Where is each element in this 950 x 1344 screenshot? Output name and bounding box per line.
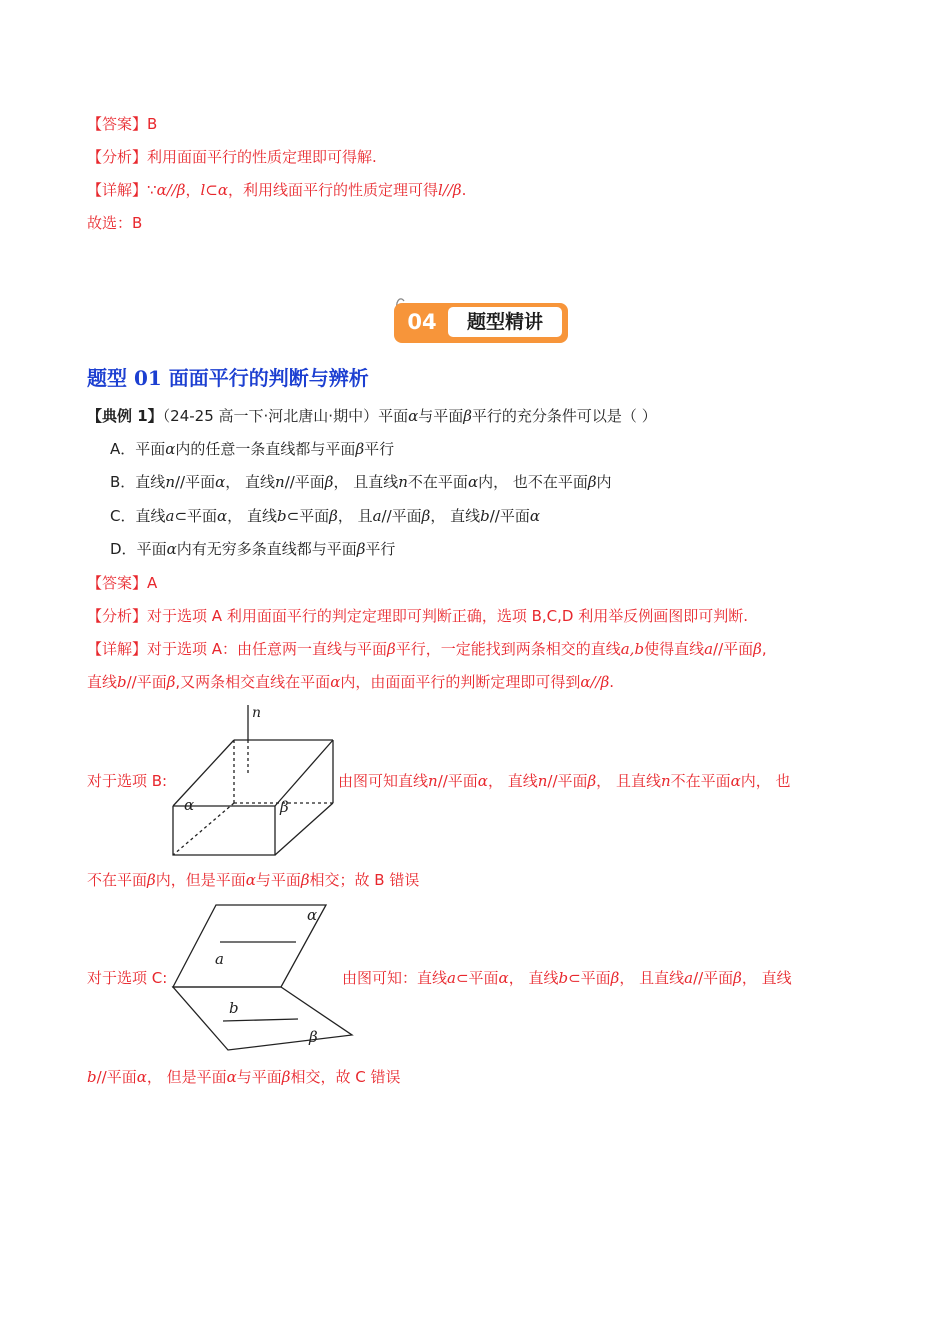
prev-analysis-tag: 【分析】 — [87, 148, 148, 166]
example-source: （24-25 高一下·河北唐山·期中） — [162, 407, 379, 425]
math-seg: b — [276, 507, 287, 525]
line-b — [223, 1019, 298, 1021]
math-seg: α — [730, 772, 741, 790]
math-seg: α//β — [156, 181, 186, 199]
math-seg: α//β — [580, 673, 610, 691]
detail-seg: 不在平面 — [670, 772, 731, 790]
detail-seg: //平面 — [437, 772, 478, 790]
detail-seg: ， 直线 — [508, 969, 559, 987]
math-seg: a — [372, 507, 382, 525]
math-seg: β — [733, 969, 742, 987]
option-c-line-2 — [87, 1066, 400, 1088]
option-letter: A． — [110, 440, 136, 458]
option-seg: 内， 也不在平面 — [478, 473, 588, 491]
label-beta: β — [309, 1028, 318, 1046]
option-seg: ， 直线 — [225, 473, 276, 491]
math-seg: a — [684, 969, 694, 987]
prev-detail-tag: 【详解】 — [87, 181, 148, 199]
option-seg: ， 且 — [337, 507, 373, 525]
detail-seg: //平面 — [547, 772, 588, 790]
option-seg: ⊂平面 — [174, 507, 218, 525]
option-c-label: 对于选项 C: — [87, 969, 168, 987]
prev-answer-line — [87, 113, 157, 135]
detail-seg: 内，由面面平行的判断定理即可得到 — [340, 673, 581, 691]
stem-seg: 平行的充分条件可以是（ ） — [471, 407, 657, 425]
detail-seg: 内，但是平面 — [155, 871, 246, 889]
option-seg: ⊂平面 — [286, 507, 330, 525]
math-seg: β — [421, 507, 431, 525]
analysis-tag: 【分析】 — [87, 607, 148, 625]
math-seg: β — [463, 407, 472, 425]
option-seg: 平面 — [135, 440, 166, 458]
detail-line-2 — [87, 671, 614, 693]
prev-analysis-text: 利用面面平行的性质定理即可得解. — [147, 148, 377, 166]
math-seg: β — [329, 507, 338, 525]
math-seg: α — [330, 673, 341, 691]
math-seg: β — [147, 871, 156, 889]
math-seg: β — [753, 640, 762, 658]
math-seg: l⊂α — [200, 181, 228, 199]
option-seg: //平面 — [381, 507, 422, 525]
option-b-line-1 — [338, 770, 791, 792]
detail-seg: ⊂平面 — [568, 969, 611, 987]
math-seg: β — [324, 473, 334, 491]
stem-seg: 与平面 — [418, 407, 464, 425]
detail-tag: 【详解】 — [87, 640, 148, 658]
example-stem — [87, 405, 657, 427]
math-seg: l//β — [438, 181, 462, 199]
detail-seg: 相交，故 C 错误 — [290, 1068, 401, 1086]
prev-detail-line — [87, 179, 466, 201]
option-seg: 内 — [596, 473, 612, 491]
option-b — [110, 471, 612, 493]
detail-seg: 内， 也 — [740, 772, 791, 790]
detail-seg: //平面 — [693, 969, 734, 987]
detail-seg: 由图可知：直线 — [342, 969, 448, 987]
math-seg: b — [558, 969, 569, 987]
prev-answer-tag: 【答案】 — [87, 115, 148, 133]
math-seg: β — [587, 772, 597, 790]
option-seg: //平面 — [174, 473, 216, 491]
detail-seg: , — [761, 640, 767, 658]
detail-seg: 与平面 — [255, 871, 301, 889]
detail-seg: ， 但是平面 — [146, 1068, 227, 1086]
detail-seg: ，利用线面平行的性质定理可得 — [228, 181, 439, 199]
badge-title: 题型精讲 — [466, 311, 543, 333]
badge-number: 04 — [407, 310, 437, 334]
detail-seg: ， 且直线 — [596, 772, 661, 790]
option-seg: 直线 — [135, 473, 166, 491]
option-seg: ， 直线 — [430, 507, 481, 525]
box-edge — [275, 740, 333, 806]
math-seg: β — [387, 640, 396, 658]
math-seg: n — [275, 473, 285, 491]
label-alpha: α — [307, 906, 318, 924]
label-b: b — [229, 999, 239, 1017]
detail-seg: ,又两条相交直线在平面 — [175, 673, 331, 691]
box-hidden-edge — [173, 803, 234, 855]
option-b-line-2 — [87, 869, 419, 891]
stem-seg: 平面 — [378, 407, 409, 425]
option-b-figure — [168, 703, 338, 858]
detail-seg: ， 且直线 — [619, 969, 685, 987]
option-seg: 内有无穷多条直线都与平面 — [176, 540, 357, 558]
detail-seg: ∵ — [147, 181, 157, 199]
analysis-line — [87, 605, 748, 627]
option-seg: //平面 — [284, 473, 325, 491]
label-a: a — [215, 950, 224, 968]
detail-seg: ， — [185, 181, 201, 199]
math-seg: n — [428, 772, 438, 790]
math-seg: b — [117, 673, 127, 691]
prev-choice-line: 故选：B — [87, 214, 143, 232]
detail-line-1 — [87, 638, 767, 660]
detail-seg: 由图可知直线 — [338, 772, 429, 790]
option-a — [110, 438, 394, 460]
option-c-figure — [168, 900, 358, 1055]
detail-seg: 相交；故 B 错误 — [309, 871, 420, 889]
option-seg: //平面 — [489, 507, 530, 525]
detail-seg: //平面 — [713, 640, 754, 658]
answer-tag: 【答案】 — [87, 574, 148, 592]
math-seg: α — [136, 1068, 147, 1086]
option-seg: ， 直线 — [227, 507, 277, 525]
detail-seg: //平面 — [126, 673, 167, 691]
option-seg: 不在平面 — [407, 473, 468, 491]
label-n: n — [252, 705, 262, 721]
math-seg: n — [660, 772, 671, 790]
label-beta: β — [280, 798, 289, 816]
detail-seg: . — [609, 673, 615, 691]
math-seg: α — [408, 407, 419, 425]
math-seg: β — [166, 673, 176, 691]
math-seg: b — [480, 507, 490, 525]
section-heading: 题型 01 面面平行的判断与辨析 — [87, 366, 369, 390]
math-seg: α — [165, 440, 176, 458]
box-edge — [173, 740, 234, 806]
option-d — [110, 538, 395, 560]
option-c-line-1 — [342, 967, 792, 989]
prev-analysis-line — [87, 146, 377, 168]
math-seg: β — [300, 871, 310, 889]
math-seg: α — [226, 1068, 237, 1086]
math-seg: β — [587, 473, 597, 491]
detail-seg: 平行，一定能找到两条相交的直线 — [395, 640, 621, 658]
option-seg: 内的任意一条直线都与平面 — [175, 440, 356, 458]
option-letter: B． — [110, 473, 136, 491]
label-alpha: α — [184, 796, 195, 814]
detail-seg: 不在平面 — [87, 871, 148, 889]
option-seg: 平行 — [365, 540, 396, 558]
option-letter: C． — [110, 507, 136, 525]
math-seg: α — [467, 473, 479, 491]
detail-seg: ⊂平面 — [455, 969, 499, 987]
option-seg: ， 且直线 — [333, 473, 399, 491]
math-seg: b — [87, 1068, 97, 1086]
math-seg: a — [165, 507, 175, 525]
math-seg: β — [356, 540, 366, 558]
detail-seg: //平面 — [96, 1068, 137, 1086]
math-seg: a — [447, 969, 456, 987]
option-letter: D． — [110, 540, 137, 558]
math-seg: α — [529, 507, 540, 525]
detail-seg: ， 直线 — [487, 772, 538, 790]
math-seg: β — [355, 440, 365, 458]
math-seg: n — [537, 772, 548, 790]
math-seg: α — [217, 507, 228, 525]
option-seg: 平面 — [136, 540, 167, 558]
option-seg: 平行 — [364, 440, 395, 458]
math-seg: α — [477, 772, 488, 790]
answer-value: A — [147, 574, 158, 592]
analysis-text: 对于选项 A 利用面面平行的判定定理即可判断正确，选项 B,C,D 利用举反例画图即可判断. — [147, 607, 748, 625]
option-c — [110, 505, 540, 527]
plane-beta — [173, 987, 352, 1050]
detail-seg: 直线 — [87, 673, 118, 691]
option-b-label: 对于选项 B: — [87, 772, 168, 790]
math-seg: α — [166, 540, 177, 558]
answer-line — [87, 572, 157, 594]
math-seg: a,b — [620, 640, 645, 658]
math-seg: α — [245, 871, 256, 889]
detail-seg: . — [461, 181, 467, 199]
math-seg: α — [498, 969, 509, 987]
math-seg: a — [704, 640, 714, 658]
detail-seg: 使得直线 — [644, 640, 705, 658]
detail-seg: 对于选项 A：由任意两一直线与平面 — [147, 640, 388, 658]
detail-seg: 与平面 — [236, 1068, 282, 1086]
example-tag: 【典例 1】 — [87, 407, 163, 425]
prev-answer-value: B — [147, 115, 158, 133]
plane-alpha — [173, 905, 326, 987]
math-seg: β — [281, 1068, 291, 1086]
section-badge — [390, 297, 571, 345]
detail-seg: ， 直线 — [741, 969, 792, 987]
math-seg: n — [165, 473, 175, 491]
option-seg: 直线 — [135, 507, 166, 525]
math-seg: β — [610, 969, 620, 987]
math-seg: α — [215, 473, 226, 491]
math-seg: n — [398, 473, 408, 491]
